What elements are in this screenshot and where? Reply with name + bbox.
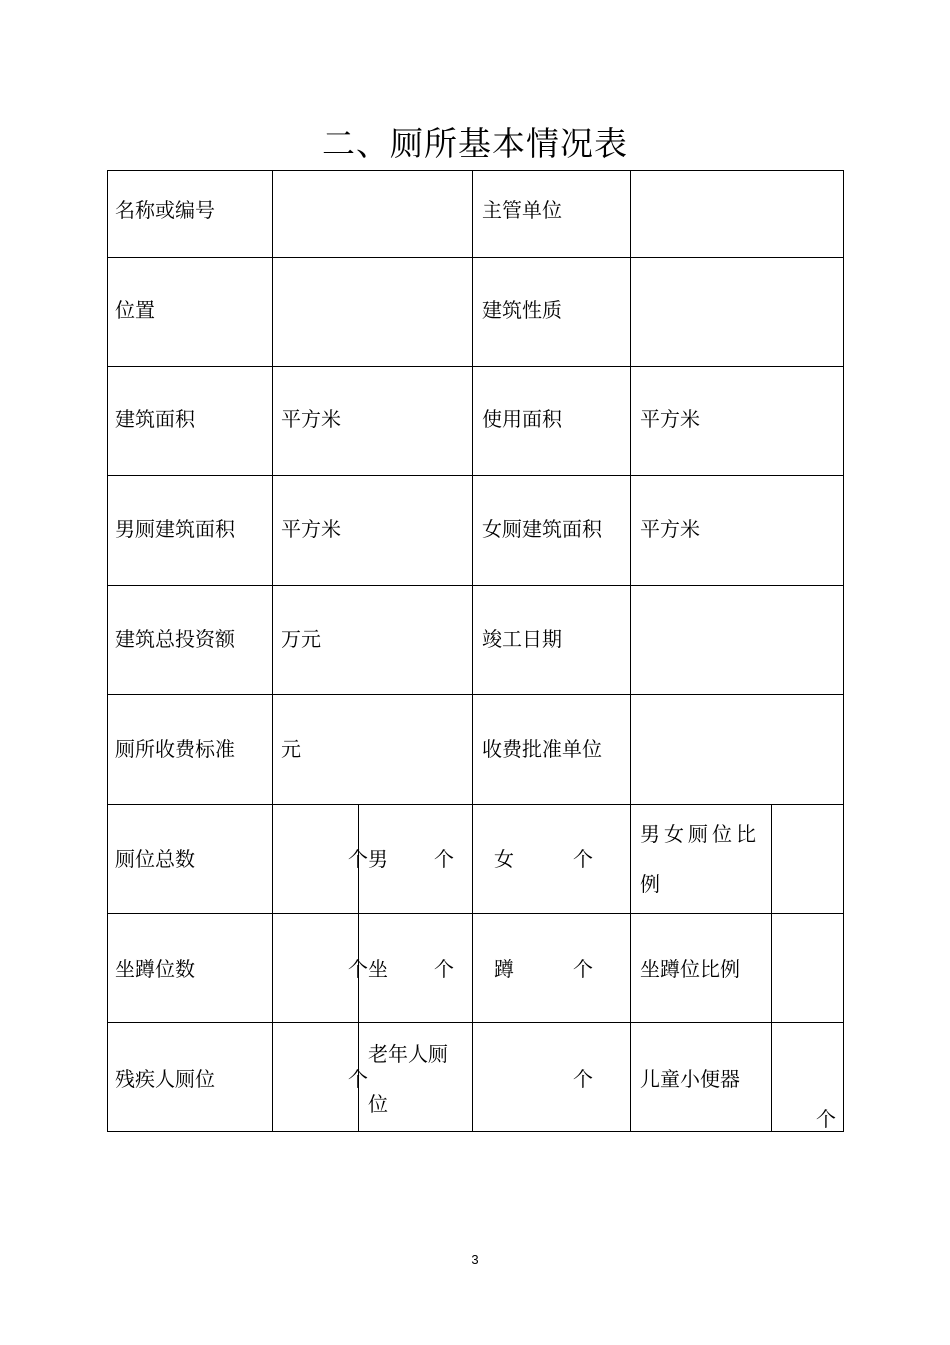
stall-ratio-label: 男女厕位比 xyxy=(640,822,760,846)
sit-squat-unit: 个 xyxy=(348,957,368,981)
total-stalls-unit: 个 xyxy=(348,847,368,871)
elderly-stall-label-cont: 位 xyxy=(368,1092,388,1116)
facility-info-table xyxy=(107,170,844,1132)
male-stalls-label: 男 xyxy=(368,847,388,871)
completion-date-label: 竣工日期 xyxy=(482,627,562,651)
usable-area-label: 使用面积 xyxy=(482,407,562,431)
male-stalls-unit: 个 xyxy=(434,847,454,871)
sit-squat-ratio-label: 坐蹲位比例 xyxy=(640,957,740,981)
usable-area-unit: 平方米 xyxy=(640,407,700,431)
table-border-bottom xyxy=(107,1131,844,1132)
fee-approval-unit-label: 收费批准单位 xyxy=(482,737,602,761)
row-divider xyxy=(107,694,844,695)
accessible-stall-unit: 个 xyxy=(348,1067,368,1091)
child-urinal-label: 儿童小便器 xyxy=(640,1067,740,1091)
column-divider xyxy=(771,804,772,1132)
row-divider xyxy=(107,475,844,476)
accessible-stall-label: 残疾人厕位 xyxy=(115,1067,215,1091)
managing-unit-label: 主管单位 xyxy=(482,198,562,222)
squat-unit: 个 xyxy=(573,957,593,981)
squat-label: 蹲 xyxy=(494,957,514,981)
row-divider xyxy=(107,257,844,258)
page-number: 3 xyxy=(471,1252,479,1267)
table-border-right xyxy=(843,170,844,1132)
sit-unit: 个 xyxy=(434,957,454,981)
elderly-stall-label: 老年人厕 xyxy=(368,1042,448,1066)
row-divider xyxy=(107,366,844,367)
female-stalls-label: 女 xyxy=(494,847,514,871)
stall-ratio-label-cont: 例 xyxy=(640,872,660,896)
total-investment-unit: 万元 xyxy=(281,627,321,651)
column-divider xyxy=(472,170,473,1132)
female-area-unit: 平方米 xyxy=(640,517,700,541)
total-investment-label: 建筑总投资额 xyxy=(115,627,235,651)
table-border-top xyxy=(107,170,844,171)
sit-squat-label: 坐蹲位数 xyxy=(115,957,195,981)
male-area-unit: 平方米 xyxy=(281,517,341,541)
fee-standard-label: 厕所收费标准 xyxy=(115,737,235,761)
row-divider xyxy=(107,913,844,914)
child-urinal-unit: 个 xyxy=(816,1107,836,1131)
column-divider xyxy=(272,170,273,1132)
table-border-left xyxy=(107,170,108,1132)
row-divider xyxy=(107,585,844,586)
location-label: 位置 xyxy=(115,298,155,322)
name-or-number-label: 名称或编号 xyxy=(115,198,215,222)
row-divider xyxy=(107,1022,844,1023)
building-area-label: 建筑面积 xyxy=(115,407,195,431)
female-area-label: 女厕建筑面积 xyxy=(482,517,602,541)
building-type-label: 建筑性质 xyxy=(482,298,562,322)
total-stalls-label: 厕位总数 xyxy=(115,847,195,871)
elderly-stall-unit: 个 xyxy=(573,1067,593,1091)
sit-label: 坐 xyxy=(368,957,388,981)
row-divider xyxy=(107,804,844,805)
female-stalls-unit: 个 xyxy=(573,847,593,871)
column-divider xyxy=(630,170,631,1132)
fee-standard-unit: 元 xyxy=(281,737,301,761)
page-title: 二、厕所基本情况表 xyxy=(322,124,628,163)
building-area-unit: 平方米 xyxy=(281,407,341,431)
male-area-label: 男厕建筑面积 xyxy=(115,517,235,541)
